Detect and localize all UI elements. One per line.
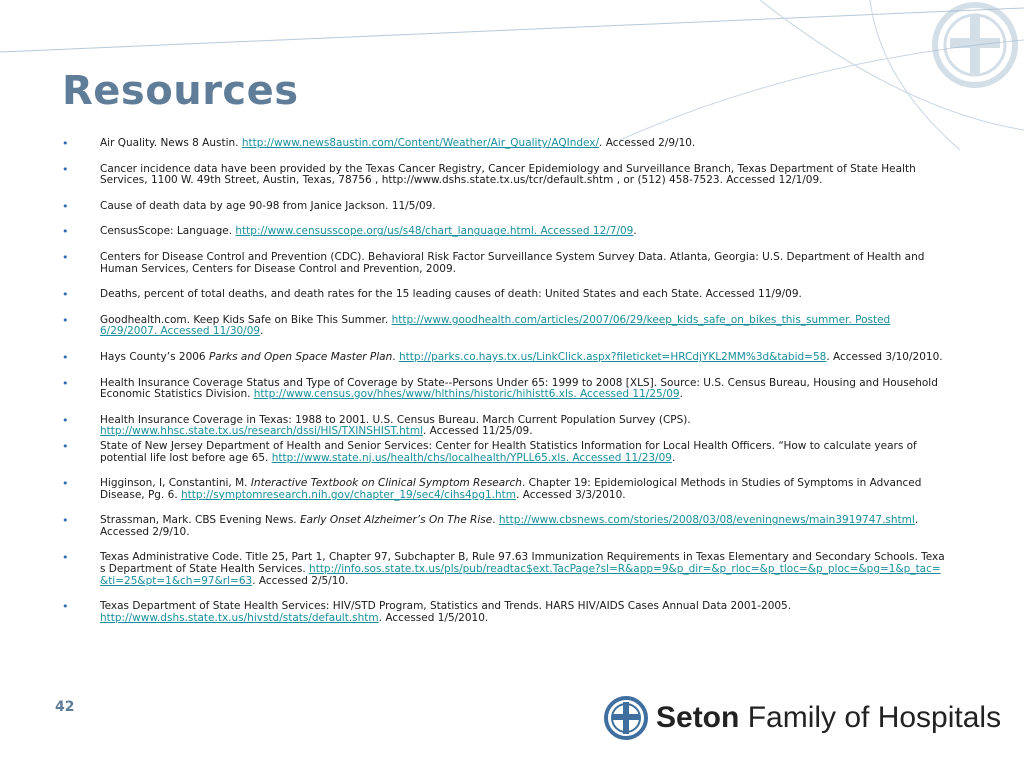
reference-item: [62, 164, 947, 187]
ref-text: Air Quality. News 8 Austin.: [100, 137, 242, 149]
reference-item: [62, 138, 947, 150]
reference-item: [62, 478, 947, 501]
ref-link[interactable]: http://www.census.gov/hhes/www/hlthins/historic/hihistt6.xls. Accessed 11/25/09: [253, 388, 680, 401]
reference-item: [62, 252, 947, 275]
reference-item: [62, 378, 947, 401]
reference-item: [62, 226, 947, 238]
ref-text: Cause of death data by age 90-98 from Janice Jackson. 11/5/09.: [100, 199, 436, 212]
ref-tail: . Accessed 2/9/10.: [599, 137, 696, 149]
ref-text: Deaths, percent of total deaths, and death rates for the 15 leading causes of death: United States and each State. Accessed 11/9/09.: [100, 288, 802, 301]
seton-cross-icon: [604, 696, 648, 740]
ref-link[interactable]: http://www.cbsnews.com/stories/2008/03/08/eveningnews/main3919747.shtml: [498, 514, 915, 527]
reference-item: [62, 352, 947, 364]
ref-tail: . Accessed 3/10/2010.: [826, 350, 943, 363]
reference-item: [62, 515, 947, 538]
ref-text: Hays County’s 2006: [100, 350, 209, 363]
reference-list: [62, 138, 947, 624]
ref-text: CensusScope: Language.: [100, 225, 236, 238]
ref-text-2: . Chapter 19: Epidemiological Methods in Studies of Symptoms in Advanced Disease, Pg. 6.: [100, 477, 922, 501]
ref-tail: . Accessed 11/25/09.: [422, 425, 533, 438]
ref-tail: .: [633, 225, 637, 238]
logo-subtitle: Family of Hospitals: [747, 701, 1002, 734]
ref-tail: . Accessed 2/9/10.: [100, 514, 919, 538]
ref-link[interactable]: http://www.news8austin.com/Content/Weather/Air_Quality/AQIndex/: [241, 137, 600, 149]
ref-link[interactable]: http://www.dshs.state.tx.us/hivstd/stats/default.shtm: [100, 611, 379, 624]
reference-item: [62, 315, 947, 338]
reference-item: [62, 415, 947, 438]
logo-brand: Seton: [656, 701, 740, 734]
reference-item: [62, 601, 947, 624]
logo-wordmark: [656, 701, 1001, 735]
ref-title: Early Onset Alzheimer’s On The Rise: [299, 514, 493, 527]
reference-item: [62, 552, 947, 587]
ref-text: State of New Jersey Department of Health and Senior Services: Center for Health Statistics Information for Local Health Officers. “How to calculate years of potential life lost before age 65.: [100, 439, 917, 464]
ref-link[interactable]: http://www.state.nj.us/health/chs/localhealth/YPLL65.xls. Accessed 11/23/09: [271, 451, 672, 464]
ref-link[interactable]: http://www.goodhealth.com/articles/2007/06/29/keep_kids_safe_on_bikes_this_summer. Posted 6/29/2007. Accessed 11/30/09: [100, 313, 891, 338]
ref-title: Interactive Textbook on Clinical Symptom Research: [250, 477, 522, 490]
ref-tail: .: [260, 325, 264, 338]
ref-link[interactable]: http://www.hhsc.state.tx.us/research/dssi/HIS/TXINSHIST.html: [100, 425, 423, 438]
ref-text: Texas Administrative Code. Title 25, Part 1, Chapter 97, Subchapter B, Rule 97.63 Immunization Requirements in Texas Elementary and Secondary Schools. Texas Department of State Health Services.: [100, 551, 945, 576]
ref-link[interactable]: http://symptomresearch.nih.gov/chapter_19/sec4/cihs4pg1.htm: [181, 488, 517, 501]
seton-logo: [604, 696, 1001, 740]
reference-item: [62, 201, 947, 213]
watermark-cross-icon: [935, 5, 1015, 85]
ref-text: Strassman, Mark. CBS Evening News.: [100, 514, 300, 527]
ref-text: Cancer incidence data have been provided by the Texas Cancer Registry, Cancer Epidemiology and Surveillance Branch, Texas Department of State Health Services, 1100 W. 49th Street, Austin, Texas, 78756 , http://www.dshs.state.tx.us/tcr/default.shtm , or (512) 458-7523. Accessed 12/1/09.: [100, 162, 916, 187]
ref-text-2: .: [492, 514, 499, 527]
ref-tail: . Accessed 2/5/10.: [252, 574, 349, 587]
ref-tail: .: [679, 388, 683, 401]
ref-link[interactable]: http://www.censusscope.org/us/s48/chart_language.html. Accessed 12/7/09: [235, 225, 634, 238]
reference-item: [62, 441, 947, 464]
ref-text: Health Insurance Coverage Status and Type of Coverage by State--Persons Under 65: 1999 to 2008 [XLS]. Source: U.S. Census Bureau, Housing and Household Economic Statistics Division.: [100, 376, 938, 401]
ref-text: Higginson, I, Constantini, M.: [100, 477, 251, 490]
ref-tail: . Accessed 3/3/2010.: [516, 488, 626, 501]
ref-link[interactable]: http://info.sos.state.tx.us/pls/pub/readtac$ext.TacPage?sl=R&app=9&p_dir=&p_rloc=&p_tloc=&p_ploc=&pg=1&p_tac=&ti=25&pt=1&ch=97&rl=63: [100, 563, 941, 587]
page-number: 42: [55, 699, 75, 715]
page-title: Resources: [62, 68, 299, 114]
ref-tail: .: [671, 451, 676, 464]
ref-text-2: .: [392, 350, 399, 363]
ref-title: Parks and Open Space Master Plan: [208, 350, 393, 363]
ref-text: Health Insurance Coverage in Texas: 1988 to 2001. U.S. Census Bureau. March Current Population Survey (CPS).: [100, 413, 691, 426]
ref-tail: . Accessed 1/5/2010.: [378, 611, 489, 624]
reference-item: [62, 289, 947, 301]
ref-link[interactable]: http://parks.co.hays.tx.us/LinkClick.aspx?fileticket=HRCdjYKL2MM%3d&tabid=58: [398, 350, 827, 363]
ref-text: Goodhealth.com. Keep Kids Safe on Bike This Summer.: [100, 313, 392, 326]
ref-text: Texas Department of State Health Services: HIV/STD Program, Statistics and Trends. HARS HIV/AIDS Cases Annual Data 2001-2005.: [100, 600, 792, 613]
ref-text: Centers for Disease Control and Prevention (CDC). Behavioral Risk Factor Surveillance System Survey Data. Atlanta, Georgia: U.S. Department of Health and Human Services, Centers for Disease Control and Prevention, 2009.: [100, 250, 925, 275]
